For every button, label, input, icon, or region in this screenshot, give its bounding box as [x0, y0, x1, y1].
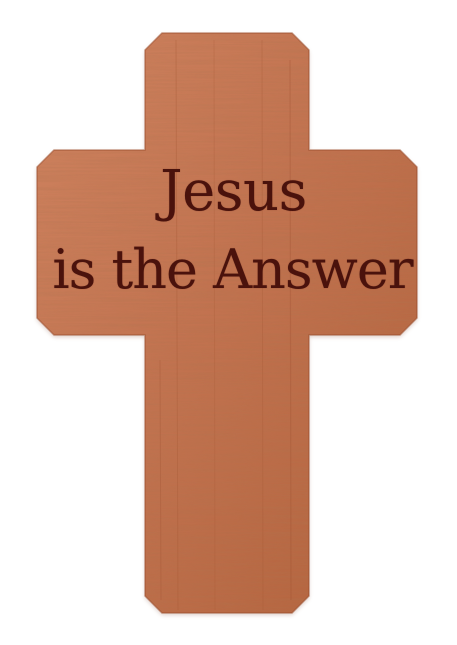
inscription-line-answer: is the Answer — [52, 238, 413, 301]
inscription-line-jesus: Jesus — [160, 159, 307, 224]
